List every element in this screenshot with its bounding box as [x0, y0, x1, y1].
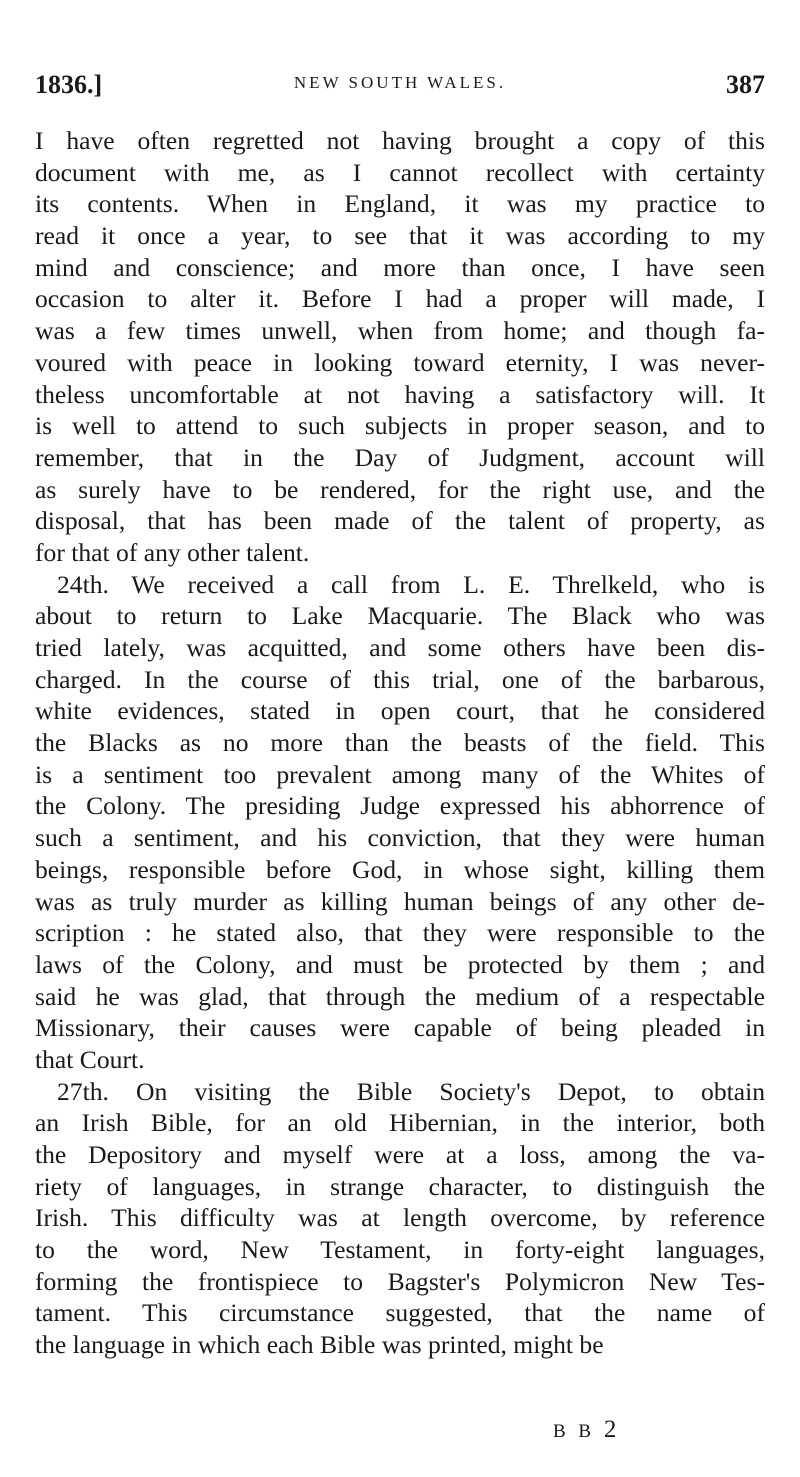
text-line: the Blacks as no more than the beasts of the field. This — [35, 728, 765, 758]
text-line: scription : he stated also, that they were responsible to the — [35, 918, 765, 948]
signature-letters: B B — [553, 1421, 596, 1442]
text-line: disposal, that has been made of the talent of property, as — [35, 506, 765, 536]
page-number: 387 — [726, 70, 765, 99]
text-line: was as truly murder as killing human beings of any other de- — [35, 886, 765, 916]
text-line: beings, responsible before God, in whose sight, killing them — [35, 854, 765, 884]
text-line: the language in which each Bible was printed, might be — [35, 1330, 604, 1360]
text-line: Irish. This difficulty was at length overcome, by reference — [35, 1203, 765, 1233]
body-text — [35, 125, 765, 1361]
text-line: riety of languages, in strange character, to distinguish the — [35, 1171, 765, 1201]
header-year: 1836.] — [35, 70, 103, 99]
text-line: is a sentiment too prevalent among many of the Whites of — [35, 759, 765, 789]
signature-mark — [553, 1416, 616, 1444]
text-line: read it once a year, to see that it was according to my — [35, 221, 765, 251]
text-line: is well to attend to such subjects in proper season, and to — [35, 411, 765, 441]
text-line: its contents. When in England, it was my practice to — [35, 189, 765, 219]
text-line: white evidences, stated in open court, that he considered — [35, 696, 765, 726]
text-line: to the word, New Testament, in forty-eight languages, — [35, 1235, 765, 1265]
paragraph — [35, 125, 765, 569]
text-line: was a few times unwell, when from home; and though fa- — [35, 316, 765, 346]
paragraph — [35, 569, 765, 1076]
header-title: NEW SOUTH WALES. — [293, 73, 507, 92]
running-header — [35, 70, 765, 106]
text-line: laws of the Colony, and must be protected by them ; and — [35, 949, 765, 979]
text-line: the Colony. The presiding Judge expressed his abhorrence of — [35, 791, 765, 821]
text-line: occasion to alter it. Before I had a proper will made, I — [35, 284, 765, 314]
book-page — [35, 70, 765, 1361]
text-line: said he was glad, that through the medium of a respectable — [35, 981, 765, 1011]
text-line: tament. This circumstance suggested, that the name of — [35, 1298, 765, 1328]
text-line: I have often regretted not having brought a copy of this — [35, 126, 765, 155]
text-line: the Depository and myself were at a loss, among the va- — [35, 1140, 765, 1169]
text-line: remember, that in the Day of Judgment, account will — [35, 442, 765, 472]
text-line: Missionary, their causes were capable of being pleaded in — [35, 1013, 765, 1043]
text-line: voured with peace in looking toward eternity, I was never- — [35, 347, 765, 377]
text-line: tried lately, was acquitted, and some others have been dis- — [35, 633, 765, 662]
text-line: mind and conscience; and more than once, I have seen — [35, 252, 765, 282]
text-line: 27th. On visiting the Bible Society's Depot, to obtain — [57, 1076, 765, 1106]
paragraph — [35, 1076, 765, 1361]
text-line: an Irish Bible, for an old Hibernian, in the interior, both — [35, 1108, 765, 1138]
text-line: charged. In the course of this trial, one of the barbarous, — [35, 664, 765, 694]
text-line: forming the frontispiece to Bagster's Polymicron New Tes- — [35, 1266, 765, 1296]
text-line: that Court. — [35, 1044, 145, 1074]
text-line: 24th. We received a call from L. E. Threlkeld, who is — [57, 569, 765, 599]
signature-number: 2 — [603, 1416, 617, 1443]
text-line: about to return to Lake Macquarie. The Black who was — [35, 601, 765, 631]
text-line: theless uncomfortable at not having a satisfactory will. It — [35, 379, 765, 409]
text-line: such a sentiment, and his conviction, that they were human — [35, 823, 765, 853]
text-line: as surely have to be rendered, for the right use, and the — [35, 474, 765, 504]
text-line: document with me, as I cannot recollect with certainty — [35, 157, 765, 187]
text-line: for that of any other talent. — [35, 537, 310, 567]
